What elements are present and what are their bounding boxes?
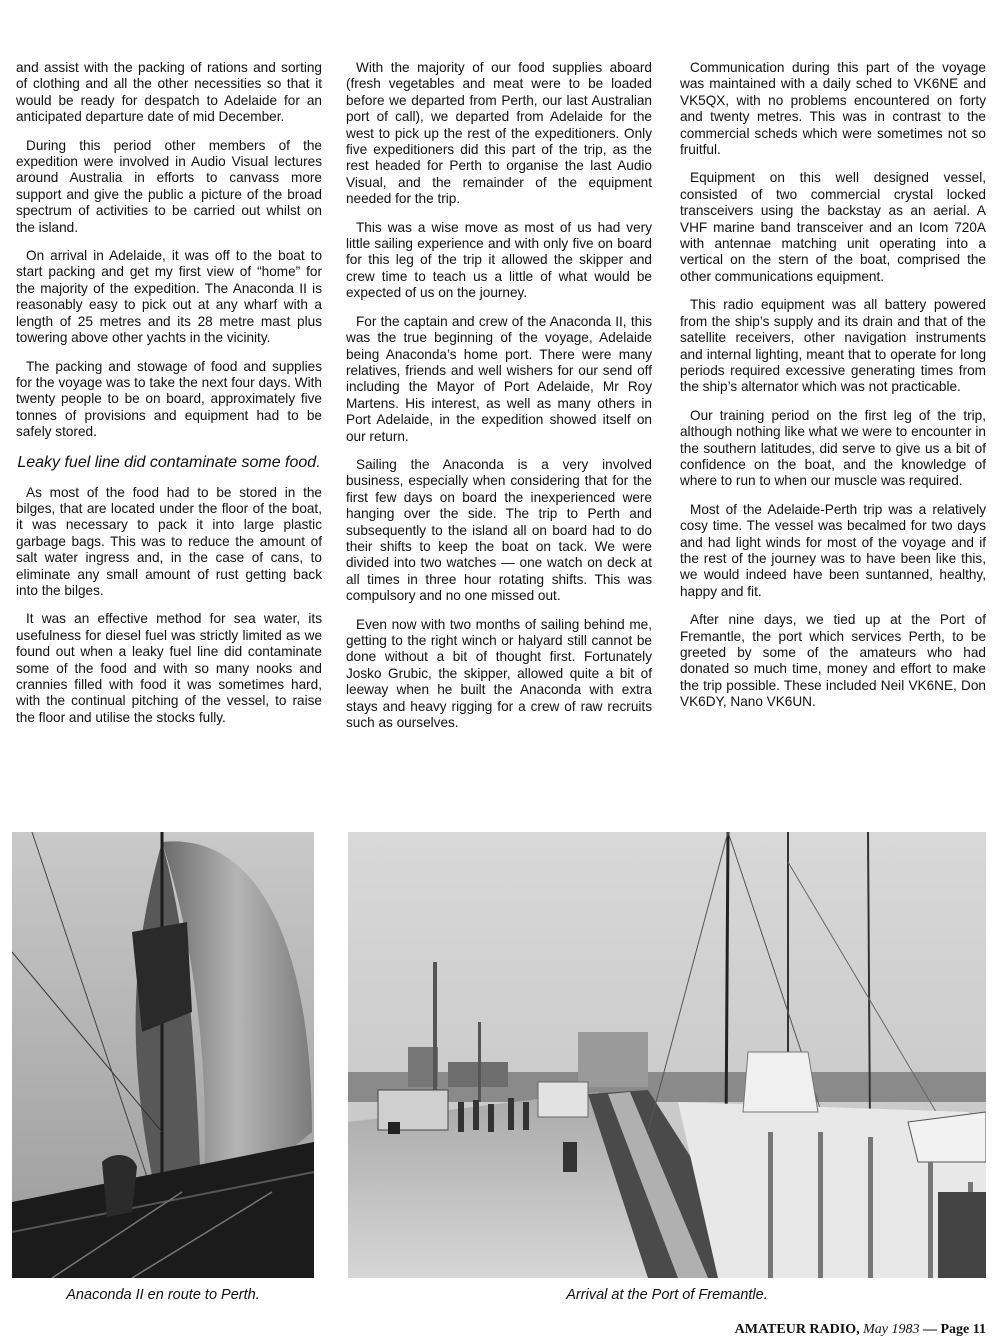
- footer-page-number: — Page 11: [923, 1322, 986, 1337]
- paragraph: As most of the food had to be stored in the bilges, that are located under the floor of the boat, it was necessary to pack it into large plastic garbage bags. This was to reduce the amount of salt water ingress and, in the case of cans, to eliminate any small amount of rust getting back into the bilges.: [16, 484, 322, 598]
- photo-sailing-yacht-image: [12, 832, 314, 1278]
- paragraph: With the majority of our food supplies aboard (fresh vegetables and meat were to be loaded before we departed from Perth, our last Australian port of call), we departed from Adelaide for the west to pick up the rest of the expeditioners. Only five expeditioners did this part of the trip, as the rest headed for Perth to organise the last Audio Visual, and the remainder of the equipment needed for the trip.: [346, 60, 652, 207]
- photo-sailing-yacht: [12, 832, 314, 1278]
- paragraph: The packing and stowage of food and supplies for the voyage was to take the next four days. With twenty people to be on board, approximately five tonnes of provisions and equipment had to be safely stored.: [16, 358, 322, 440]
- photo-caption-right: Arrival at the Port of Fremantle.: [566, 1287, 768, 1303]
- paragraph: For the captain and crew of the Anaconda II, this was the true beginning of the voyage, Adelaide being Anaconda’s home port. There were many relatives, friends and well wishers for our send off including the Mayor of Port Adelaide, Mr Roy Martens. His interest, as well as many others in Port Adelaide, in the expedition showed itself on our return.: [346, 313, 652, 444]
- paragraph: Most of the Adelaide-Perth trip was a relatively cosy time. The vessel was becalmed for two days and had light winds for most of the voyage and if the rest of the journey was to have been like this, we would indeed have been suntanned, healthy, happy and fit.: [680, 501, 986, 599]
- paragraph: After nine days, we tied up at the Port of Fremantle, the port which services Perth, to be greeted by some of the amateurs who had donated so much time, money and effort to make the trip possible. These included Neil VK6NE, Don VK6DY, Nano VK6UN.: [680, 612, 986, 710]
- photo-caption-left: Anaconda II en route to Perth.: [66, 1287, 260, 1303]
- paragraph: Even now with two months of sailing behind me, getting to the right winch or halyard still cannot be done without a bit of thought first. Fortunately Josko Grubic, the skipper, allowed quite a bit of leeway when he built the Anaconda with extra stays and heavy rigging for a crew of raw recruits such as ourselves.: [346, 616, 652, 731]
- paragraph: Equipment on this well designed vessel, consisted of two commercial crystal locked transceivers using the backstay as an aerial. A VHF marine band transceiver and an Icom 720A with antennae matching unit operating into a vertical on the stern of the boat, comprised the other communications equipment.: [680, 170, 986, 284]
- paragraph: It was an effective method for sea water, its usefulness for diesel fuel was strictly limited as we found out when a leaky fuel line did contaminate some of the food and with so many nooks and crannies filled with food it was sometimes hard, with the continual pitching of the vessel, to raise the floor and utilise the stocks fully.: [16, 611, 322, 725]
- paragraph: On arrival in Adelaide, it was off to the boat to start packing and get my first view of “home” for the majority of the expedition. The Anaconda II is reasonably easy to pick out at any wharf with a length of 25 metres and its 28 metre mast plus towering above other yachts in the vicinity.: [16, 248, 322, 346]
- text-column-3: [680, 60, 986, 723]
- text-column-2: [346, 60, 652, 743]
- paragraph: Our training period on the first leg of the trip, although nothing like what we were to encounter in the southern latitudes, did serve to give us a bit of confidence on the boat, and the knowledge of where to run to when our muscle was required.: [680, 407, 986, 489]
- footer-issue: May 1983: [863, 1322, 920, 1337]
- page-footer: [735, 1322, 986, 1338]
- photo-fremantle-wharf-image: [348, 832, 986, 1278]
- paragraph: Sailing the Anaconda is a very involved business, especially when considering that for the first few days on board the inexperienced were hanging over the side. The trip to Perth and subsequently to the island all on board had to do their shifts to keep the boat on tack. We were divided into two watches — one watch on deck at all times in three hour rotating shifts. This was compulsory and no one missed out.: [346, 456, 652, 604]
- photo-fremantle-wharf: [348, 832, 986, 1278]
- paragraph: Communication during this part of the voyage was maintained with a daily sched to VK6NE and VK5QX, with no problems encountered on forty and twenty metres. This was in contrast to the commercial scheds which were sometimes not so fruitful.: [680, 60, 986, 158]
- section-subheading: Leaky fuel line did contaminate some food.: [17, 453, 321, 471]
- paragraph: This radio equipment was all battery powered from the ship’s supply and its drain and that of the satellite receivers, other navigation instruments and internal lighting, meant that to operate for long periods required excessive generating times from the ship’s alternator which was not practicable.: [680, 297, 986, 395]
- paragraph: This was a wise move as most of us had very little sailing experience and with only five on board for this leg of the trip it allowed the skipper and crew time to teach us a little of what would be expected of us on the journey.: [346, 219, 652, 301]
- text-column-1: [16, 60, 322, 738]
- paragraph: and assist with the packing of rations and sorting of clothing and all the other necessities so that it would be ready for despatch to Adelaide for an anticipated departure date of mid December.: [16, 60, 322, 125]
- paragraph: During this period other members of the expedition were involved in Audio Visual lectures around Australia in efforts to canvass more support and give the public a picture of the broad spectrum of activities to be carried out whilst on the island.: [16, 137, 322, 235]
- footer-magazine: AMATEUR RADIO,: [734, 1322, 860, 1337]
